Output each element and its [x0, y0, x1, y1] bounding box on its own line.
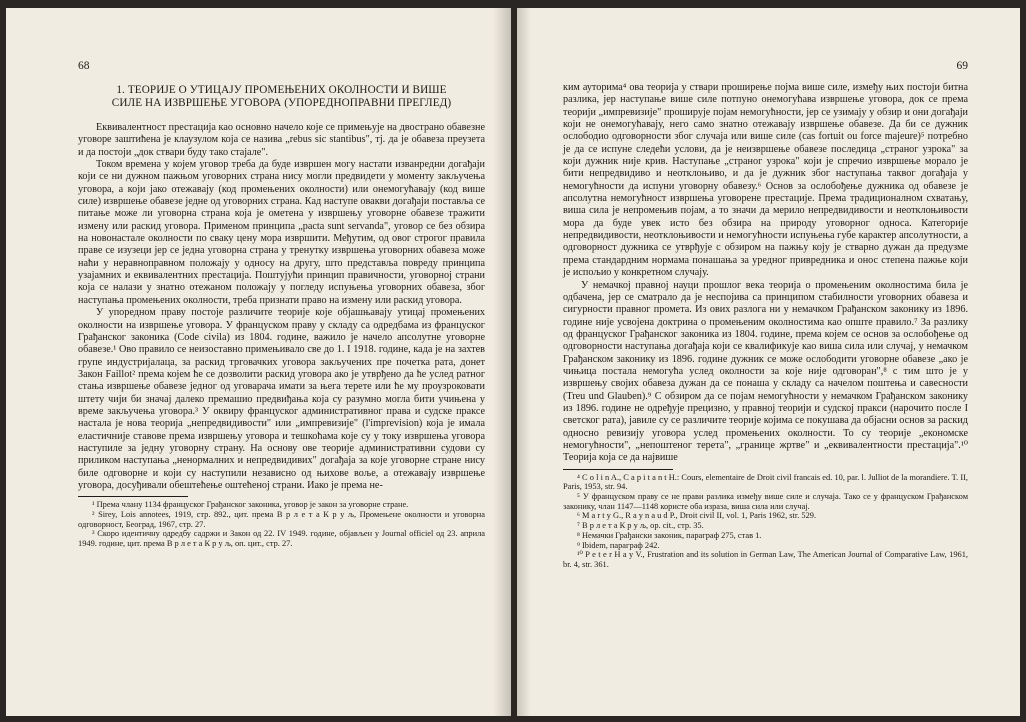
footnote: ⁵ У француском праву се не прави разлика између више силе и случаја. Тако се у француском Грађанском законику, члан 1147—1148 користе оба израза, виша сила или случај. [563, 492, 968, 511]
paragraph: У немачкој правној науци прошлог века теорија о промењеним околностима била је одбачена, јер се сматрало да је неспојива са принципом стабилности уговорних обавеза и сигурности правног промета. Из ових разлога ни у немачком Грађанском законику из 1896. године није усвојена доктрина о промењеним околностима као опште правило.⁷ За разлику од француског Грађанског законика из 1804. године, према којем се основ за ослобођење од одговорности наступања догађаја који се квалификује као виша сила или случај, у немачком Грађанском законику из 1896. године дужник се може ослободити уговорне обавезе „ако је чињица постала немогућа услед околности за које није одговоран",⁸ с тим што је у извршењу својих обавеза дужан да се понаша у складу са начелом поштења и савесности (Treu und Glauben).⁹ С обзиром да се појам немогућности у немачком Грађанском законику из 1896. године не одређује прецизно, у правној теорији и судској пракси (нарочито после I светског рата), јавиле су се различите теорије којима се покушава да објасни основ за раскид односно ревизију уговора услед промењених околности. То су теорије „економске немогућности", „непоштеног терета", „границе жртве" и „еквивалентности престација".¹⁰ Теорија која се да највише [563, 279, 968, 464]
footnote: ⁶ M a r t y G., R a y n a u d P., Droit civil II, vol. 1, Paris 1962, str. 529. [577, 511, 817, 521]
footnote: ⁸ Немачки Грађански законик, параграф 275, став 1. [577, 530, 762, 540]
left-page [6, 8, 511, 716]
footnote: ⁷ В р л е т а К р у љ, op. cit., стр. 35. [577, 521, 704, 531]
footnote: ² Sirey, Lois annotees, 1919, стр. 892., цит. према В р л е т а К р у љ, Промењене околности и уговорна одговорност, Београд, 1967, стр. 27. [78, 510, 485, 529]
paragraph: ким ауторима⁴ ова теорија у ствари проширење појма више силе, између њих постоји битна разлика, јер наступање више силе потпуно онемогућава извршење уговора, док се према теорији „импревизије" проширује појам немогућности, јер се узимају у обзир и они догађаји који не онемогућавају, него само знатно отежавају извршење обавезе. Да би се дужник ослободио одговорности због случаја или више силе (cas fortuit ou force majeure)⁵ потребно је да се испуне следећи услови, да је неизвршење обавезе последица „страног узрока" за који дужник није крив. Наступање „страног узрока" који је спречио извршење морало је бити непредвидиво и неотклоњиво, и да је дужник због наступања таквог догађаја у немогућности да испуни уговорну обавезу.⁶ Основ за ослобођење дужника од обавезе је апсолутна немогућност извршења уговорене престације. Према традиционалном схватању, виша сила је непромењив појам, а то значи да мерило непредвидивости и неотклоњивости мора да буде увек исто без обзира на природу уговорног односа. Категорије непредвидивости, неотклоњивости и немогућности испуњења губе карактер апсолутности, а одговорност дужника се утврђује с обзиром на пажњу коју је стварно дужан да предузме према стандардним нормама понашања за уредног привредника и онос степена пажње који је испољио у конкретном случају. [563, 82, 968, 279]
heading-line-2: СИЛЕ НА ИЗВРШЕЊЕ УГОВОРА (УПОРЕДНОПРАВНИ ПРЕГЛЕД) [111, 97, 452, 109]
footnote-separator [78, 496, 188, 497]
page-number-left: 68 [78, 60, 90, 72]
gutter-shadow [493, 8, 511, 716]
footnote: ⁹ Ibidem, параграф 242. [577, 540, 660, 550]
right-page [517, 8, 1020, 716]
footnote: ³ Скоро идентичну одредбу садржи и Закон од 22. IV 1949. године, објављен у Journal officiel од 23. априла 1949. године, цит. према В р л е т а К р у љ, оп. цит., стр. 27. [78, 529, 485, 549]
paragraph: Током времена у којем уговор треба да буде извршен могу настати изванредни догађаји који се ни дужном пажњом уговорних страна нису могли предвидети у моменту закључења уговора, а који јако отежавају (код промењених околности) или онемогућавају (код више силе) извршење обавезе једне од уговорних страна. Кад наступе овакви догађаји поставља се питање може ли уговорна страна која је ометена у извршењу уговорне обавезе тражити измену или раскид уговора. Применом принципа „pacta sunt servanda", уговор се без обзира на новонастале околности по сваку цену мора извршити. Међутим, од овог строгог правила праве се изузеци јер се једна уговорна страна у тренутку извршења уговорних обавеза може наћи у неравноправном положају у односу на другу, што представља повреду принципа узајамних и еквивалентних престација. Поштујући принцип правичности, уговорној страни која се налази у знатно отежаном положају у погледу испуњења уговорних обавеза, због наступања промењених околности, треба признати право на измену или раскид уговора. [78, 159, 485, 306]
paragraph: Еквивалентност престација као основно начело које се примењује на двострано обавезне уговоре заштићена је клаузулом која се назива „rebus sic stantibus", тј. да је обавеза преузета и да постоји „док ствари буду тако стајале". [78, 122, 485, 158]
page-number-right: 69 [956, 60, 968, 72]
footnote-separator [563, 469, 673, 470]
footnote: ¹⁰ P e t e r H a y V., Frustration and its solution in German Law, The American Journal of Comparative Law, 1961, br. 4, str. 361. [563, 550, 968, 569]
section-heading [78, 84, 485, 110]
footnote: ¹ Према члану 1134 француског Грађанског законика, уговор је закон за уговорне стране. [92, 500, 409, 510]
paragraph: У упоредном праву постоје различите теорије које објашњавају утицај промењених околности на извршење уговора. У француском праву у складу са одредбама из француског Грађанског законика (Code civila) из 1804. године, важило је начело апсолутне уговорне обавезе.¹ Ово правило се неизоставно примењивало све до 1. I 1918. године, када је на захтев групе индустријалаца, за раскид трговачких уговора закључених пре почетка рата, донет Закон Faillot² према којем ће се дозволити раскид уговора ако је утврђено да ће услед ратног стања извршење обавезе једног од уговарача имати за њега терете или ће му проузроковати штету чији би значај далеко премашио предвиђања која су разумно могла бити учињена у време закључења уговора.³ У оквиру француског административног права и судске праксе настала је нова теорија „непредвидивости" или „импревизије" (l'imprevision) која је имала еластичније ставове према извршењу уговора и тешкоћама које су у току извршења уговора наступиле за једну уговорну страну. На основу ове теорије административни судови су приликом наступања „ненормалних и непредвидивих" догађаја за које уговорне стране нису биле одговорне и који су наступили независно од њихове воље, а отежавају извршење уговора, досуђивали обештећење оштећеној страни. Иако је према не- [78, 307, 485, 491]
gutter-shadow [517, 8, 531, 716]
heading-line-1: 1. ТЕОРИЈЕ О УТИЦАЈУ ПРОМЕЊЕНИХ ОКОЛНОСТИ И ВИШЕ [116, 84, 447, 96]
footnote: ⁴ C o l i n A., C a p i t a n t H.: Cours, elementaire de Droit civil francais ed. 10, par. l. Julliot de la morandiere. T. II, Paris, 1953, str. 94. [563, 472, 968, 492]
